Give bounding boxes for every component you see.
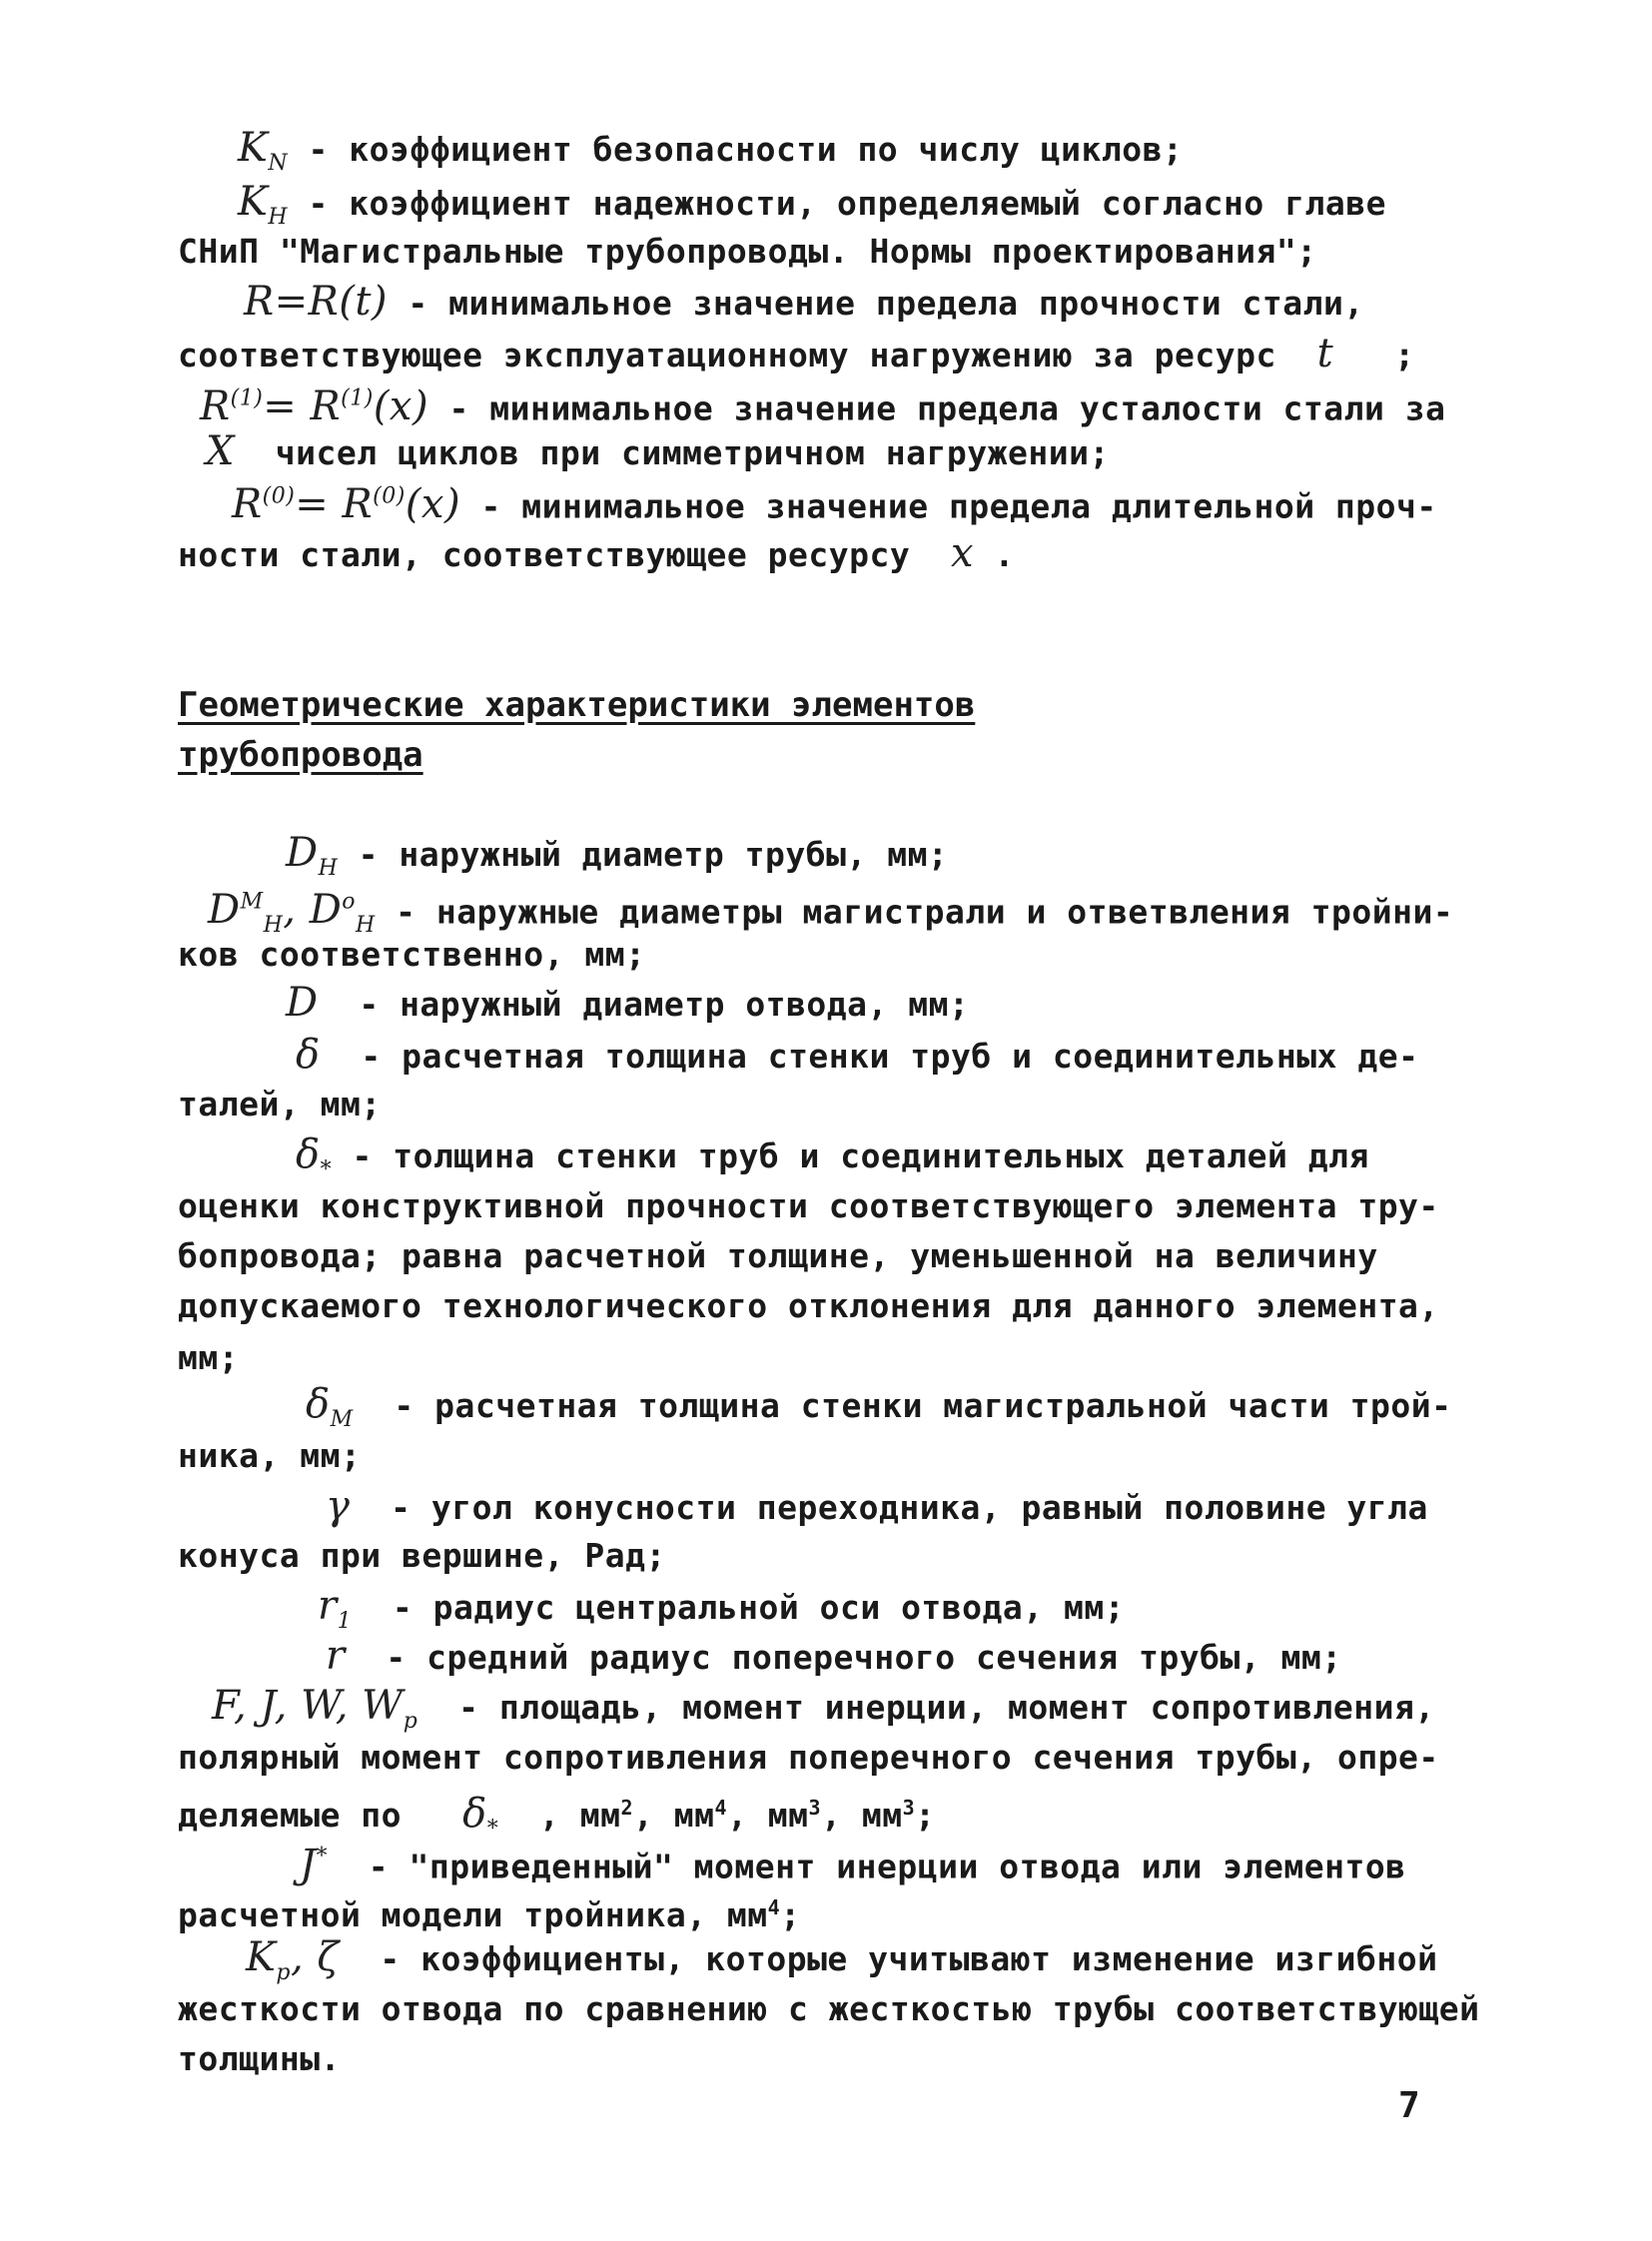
text-resource: соответствующее эксплуатационному нагружению за ресурс <box>178 336 1276 374</box>
def-delta-m-cont <box>178 1436 361 1476</box>
symbol-t: t <box>1316 331 1334 376</box>
def-delta-m <box>306 1381 1452 1440</box>
text-jstar-tail: ; <box>780 1895 801 1934</box>
def-r <box>326 1633 1342 1679</box>
line-kh <box>238 179 1386 238</box>
line-kn <box>238 125 1184 184</box>
exp-3a: 3 <box>808 1796 822 1820</box>
line-resource <box>178 331 1415 376</box>
text-resource-tail: ; <box>1394 336 1415 374</box>
def-delta-star-cont2 <box>178 1236 1378 1276</box>
def-fjw <box>212 1683 1435 1742</box>
text-delta-star-cont4: мм; <box>178 1338 240 1377</box>
text-d: - наружный диаметр отвода, мм; <box>359 985 970 1024</box>
text-unit-mm4: , мм <box>633 1796 715 1835</box>
text-r1: - минимальное значение предела усталости стали за <box>448 388 1446 428</box>
text-delta-cont: талей, мм; <box>178 1085 382 1123</box>
text-jstar: - "приведенный" момент инерции отвода или элементов <box>368 1847 1406 1886</box>
def-delta <box>296 1032 1419 1078</box>
text-delta-m-cont: ника, мм; <box>178 1436 362 1475</box>
symbol-d: D <box>286 980 319 1026</box>
text-r1-radius: - радиус центральной оси отвода, мм; <box>392 1588 1126 1627</box>
text-unit-mm3b: , мм <box>821 1796 903 1835</box>
section-heading-line1: Геометрические характеристики элементов <box>178 685 976 725</box>
def-kp-cont2 <box>178 2039 341 2079</box>
def-delta-star-cont4 <box>178 1338 239 1378</box>
def-gamma <box>326 1483 1428 1529</box>
def-kp <box>246 1934 1438 1993</box>
exp-4b: 4 <box>767 1895 781 1919</box>
def-kp-cont1 <box>178 1989 1480 2029</box>
text-gamma: - угол конусности переходника, равный половине угла <box>391 1488 1428 1527</box>
text-x: чисел циклов при симметричном нагружении; <box>275 433 1110 472</box>
line-x <box>206 428 1110 474</box>
text-delta-star-cont2: бопровода; равна расчетной толщине, уменьшенной на величину <box>178 1236 1378 1275</box>
text-resource-x: ности стали, соответствующее ресурсу <box>178 535 911 574</box>
text-kp: - коэффициенты, которые учитывают изменение изгибной <box>380 1939 1438 1978</box>
def-delta-star <box>296 1131 1369 1190</box>
text-semicolon: ; <box>915 1796 936 1835</box>
text-delta-star: - толщина стенки труб и соединительных деталей для <box>352 1136 1369 1175</box>
text-r-radius: - средний радиус поперечного сечения трубы, мм; <box>386 1638 1342 1677</box>
def-delta-star-cont1 <box>178 1186 1439 1226</box>
text-jstar-cont: расчетной модели тройника, мм <box>178 1895 768 1934</box>
line-r0 <box>232 477 1437 526</box>
text-delta-m: - расчетная толщина стенки магистральной части трой- <box>394 1386 1452 1425</box>
def-dh <box>286 830 949 889</box>
text-delta-star-cont1: оценки конструктивной прочности соответствующего элемента тру- <box>178 1186 1439 1225</box>
def-delta-cont <box>178 1085 382 1124</box>
text-kp-cont2: толщины. <box>178 2039 341 2078</box>
symbol-delta: δ <box>296 1032 321 1078</box>
line-r1 <box>200 379 1446 428</box>
symbol-dh: $D_H$ <box>286 830 339 881</box>
symbol-delta-star2: $\delta_*$ <box>462 1791 499 1842</box>
text-kn: - коэффициент безопасности по числу циклов; <box>308 130 1184 169</box>
def-d <box>286 980 970 1026</box>
exp-3b: 3 <box>902 1796 916 1820</box>
symbol-fjw: F, J, W, $W_p$ <box>212 1683 418 1734</box>
page-number: 7 <box>1398 2085 1420 2126</box>
text-kh: - коэффициент надежности, определяемый согласно главе <box>308 184 1386 223</box>
symbol-jstar: J* <box>300 1842 329 1888</box>
symbol-kp-zeta: $K_p$, ζ <box>246 1934 340 1985</box>
def-jstar-cont <box>178 1887 801 1935</box>
symbol-r-radius: r <box>326 1633 346 1679</box>
symbol-r0: $R^{(0)}= R^{(0)}(x)$ <box>232 481 461 528</box>
symbol-delta-star: $\delta_*$ <box>296 1131 333 1182</box>
line-r <box>244 279 1364 325</box>
text-delta-star-cont3: допускаемого технологического отклонения для данного элемента, <box>178 1286 1439 1325</box>
symbol-x2: x <box>951 530 975 576</box>
symbol-r: R=R(t) <box>244 279 389 325</box>
symbol-r1: $R^{(1)}= R^{(1)}(x)$ <box>200 383 429 430</box>
text-unit-mm3a: , мм <box>727 1796 809 1835</box>
text-dh: - наружный диаметр трубы, мм; <box>358 835 949 874</box>
section-heading-line2: трубопровода <box>178 735 423 775</box>
def-gamma-cont <box>178 1536 666 1576</box>
line-resource-x <box>178 530 1015 576</box>
text-fjw: - площадь, момент инерции, момент сопротивления, <box>458 1688 1435 1727</box>
symbol-delta-m: $\delta_M$ <box>306 1381 354 1432</box>
text-snip: СНиП "Магистральные трубопроводы. Нормы проектирования"; <box>178 232 1317 271</box>
text-fjw-defined-by: деляемые по <box>178 1796 403 1835</box>
symbol-r1-radius: $r_1$ <box>318 1583 353 1634</box>
text-dhm-cont: ков соответственно, мм; <box>178 935 646 974</box>
text-r: - минимальное значение предела прочности стали, <box>408 284 1364 323</box>
symbol-kn: $K_N$ <box>238 125 289 176</box>
symbol-kh: $K_H$ <box>238 179 289 230</box>
def-dhm-cont <box>178 935 645 975</box>
text-delta: - расчетная толщина стенки труб и соединительных де- <box>361 1037 1419 1076</box>
def-fjw-cont1 <box>178 1738 1439 1778</box>
def-delta-star-cont3 <box>178 1286 1439 1326</box>
symbol-x: X <box>206 428 235 474</box>
text-unit-mm2: , мм <box>539 1796 621 1835</box>
text-resource-x-tail: . <box>994 535 1015 574</box>
text-r0: - минимальное значение предела длительной проч- <box>480 486 1437 526</box>
line-snip <box>178 232 1317 272</box>
symbol-gamma: γ <box>326 1483 351 1529</box>
exp-2: 2 <box>620 1796 634 1820</box>
text-fjw-cont1: полярный момент сопротивления поперечного сечения трубы, опре- <box>178 1738 1439 1777</box>
def-jstar <box>300 1838 1406 1886</box>
def-r1 <box>318 1583 1126 1642</box>
text-kp-cont1: жесткости отвода по сравнению с жесткостью трубы соответствующей <box>178 1989 1480 2028</box>
exp-4: 4 <box>714 1796 728 1820</box>
text-dhm: - наружные диаметры магистрали и ответвления тройни- <box>396 892 1454 932</box>
text-gamma-cont: конуса при вершине, Рад; <box>178 1536 666 1575</box>
symbol-dhm: $D^M_H$, $D^o_H$ <box>208 887 376 939</box>
